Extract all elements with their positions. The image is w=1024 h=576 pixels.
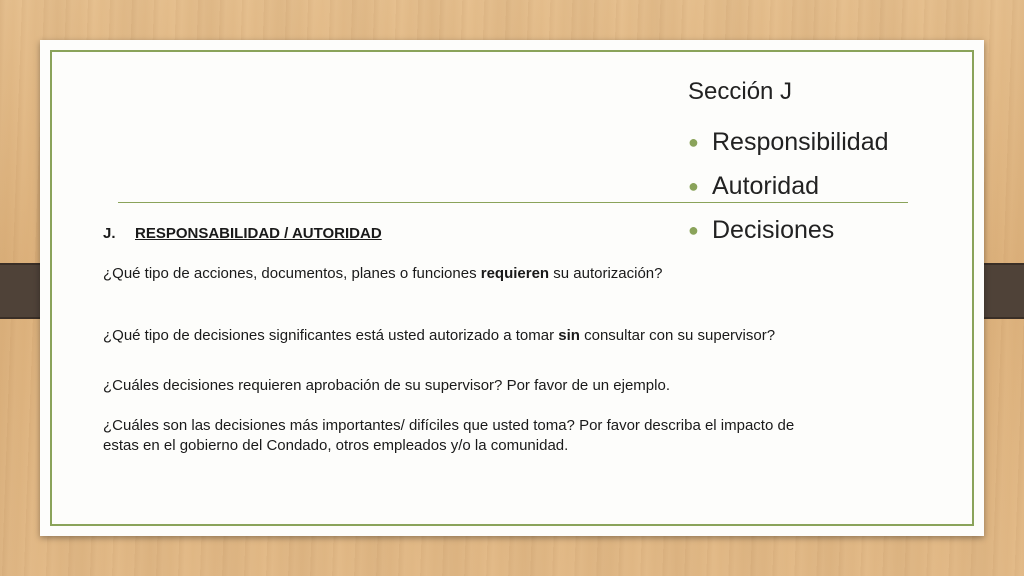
question-text: consultar con su supervisor? xyxy=(579,327,776,344)
questionnaire-body xyxy=(103,224,873,456)
bullet-dot-icon: ● xyxy=(688,175,699,196)
question-text: ¿Qué tipo de decisiones significantes está usted autorizado a tomar xyxy=(103,327,559,344)
question-4 xyxy=(103,416,873,456)
slide-card xyxy=(40,40,984,536)
question-1 xyxy=(103,264,873,284)
question-text: su autorización? xyxy=(549,265,663,282)
bullet-label: Autoridad xyxy=(712,171,820,200)
heading-number: J. xyxy=(103,225,116,242)
bullet-label: Responsibilidad xyxy=(712,127,889,156)
question-3: ¿Cuáles decisiones requieren aprobación de su supervisor? Por favor de un ejemplo. xyxy=(103,377,670,394)
question-line: estas en el gobierno del Condado, otros empleados y/o la comunidad. xyxy=(103,437,569,454)
question-emphasis: requieren xyxy=(480,265,550,282)
section-heading xyxy=(103,224,873,244)
heading-text: RESPONSABILIDAD / AUTORIDAD xyxy=(135,225,382,242)
question-emphasis: sin xyxy=(558,327,580,344)
bullet-dot-icon: ● xyxy=(688,219,699,240)
section-title: Sección J xyxy=(688,78,793,105)
bullet-item xyxy=(688,120,968,164)
question-2 xyxy=(103,326,873,346)
left-side-tab xyxy=(0,263,42,319)
bullet-label: Decisiones xyxy=(712,215,835,244)
bullet-dot-icon: ● xyxy=(688,131,699,152)
question-line: ¿Cuáles son las decisiones más importantes/ difíciles que usted toma? Por favor describa el impacto de xyxy=(103,417,795,434)
bullet-item xyxy=(688,164,968,208)
question-text: ¿Qué tipo de acciones, documentos, planes o funciones xyxy=(103,265,481,282)
